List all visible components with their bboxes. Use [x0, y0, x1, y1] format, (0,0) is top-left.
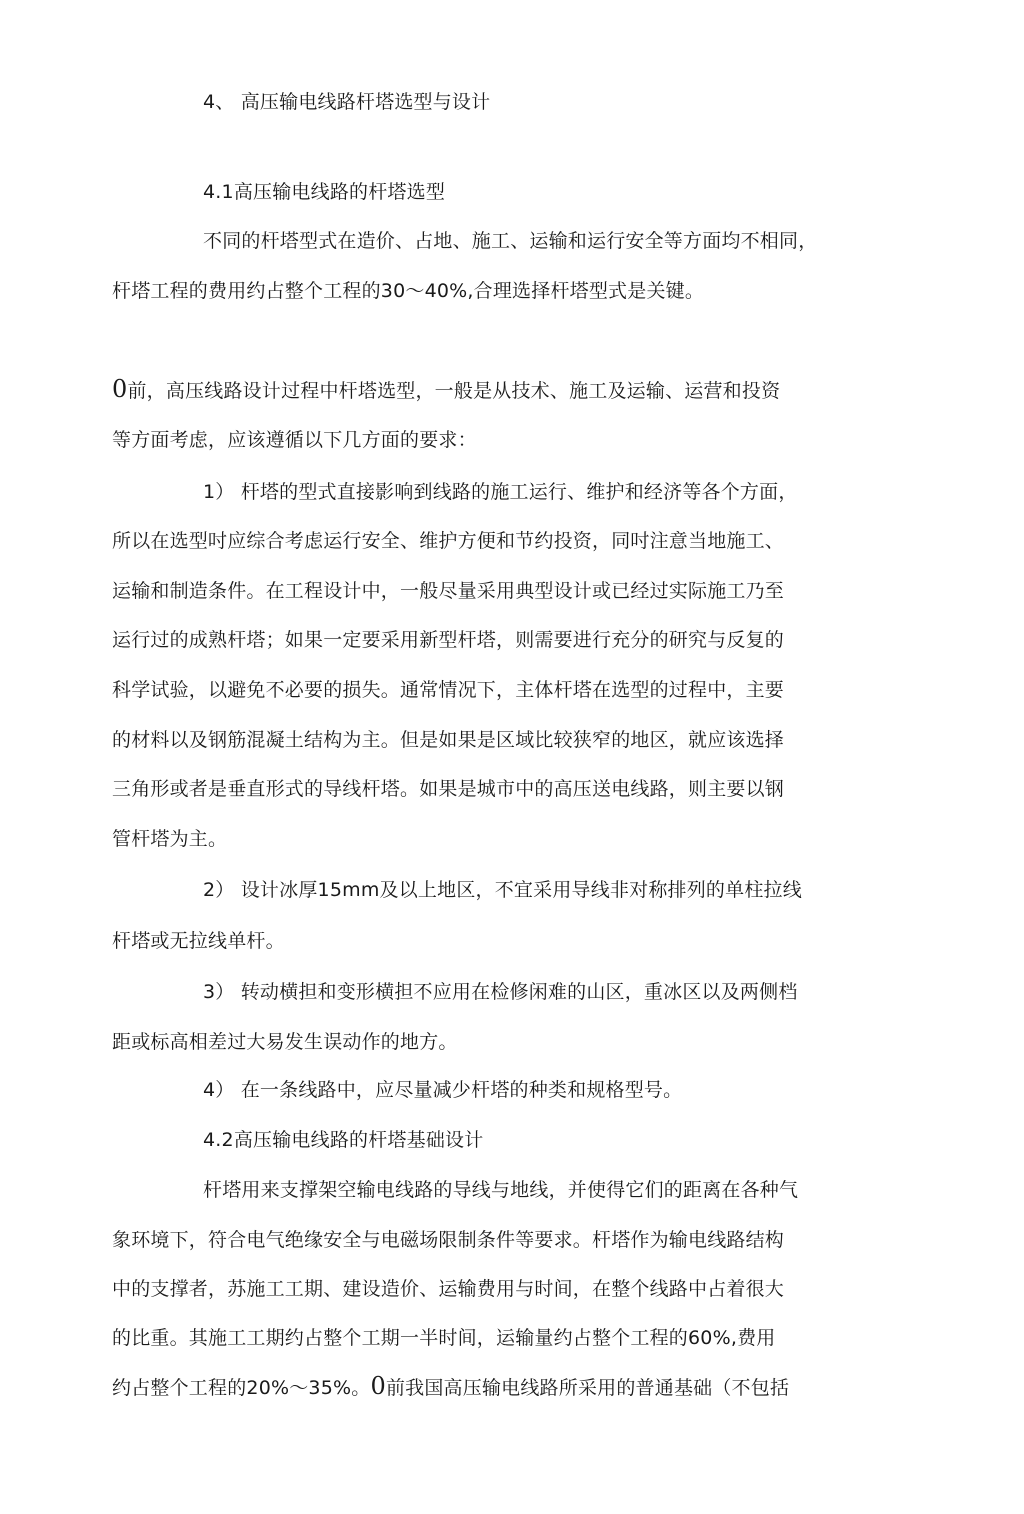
- list-item-1-line: 运输和制造条件。在工程设计中，一般尽量采用典型设计或已经过实际施工乃至: [112, 580, 785, 602]
- list-item-1-line: 的材料以及钢筋混凝土结构为主。但是如果是区域比较狭窄的地区，就应该选择: [112, 729, 785, 751]
- list-item-3-line: 3） 转动横担和变形横担不应用在检修闲难的山区，重冰区以及两侧档: [203, 981, 798, 1003]
- list-item-1-line: 三角形或者是垂直形式的导线杆塔。如果是城市中的高压送电线路，则主要以钢: [112, 778, 785, 800]
- list-item-1-line: 所以在选型吋应综合考虑运行安全、维护方便和节约投资，同吋注意当地施工、: [112, 530, 785, 552]
- list-item-1-line: 1） 杆塔的型式直接影响到线路的施工运行、维护和经济等各个方面，: [203, 481, 798, 503]
- paragraph-line: 象环境下，符合电气绝缘安全与电磁场限制条件等要求。杆塔作为输电线路结构: [112, 1229, 785, 1251]
- lead-char: 0: [370, 1372, 386, 1400]
- list-item-4: 4） 在一条线路中，应尽量减少杆塔的种类和规格型号。: [203, 1079, 683, 1101]
- paragraph-line: 等方面考虑，应该遵循以下几方面的要求：: [112, 429, 477, 451]
- section-heading-4: 4、 高压输电线路杆塔选型与设计: [203, 91, 491, 113]
- subsection-heading-4-2: 4.2高压输电线路的杆塔基础设计: [203, 1129, 484, 1151]
- list-item-2-line: 杆塔或无拉线单杆。: [112, 930, 285, 952]
- list-item-3-line: 距或标高相差过大易发生误动作的地方。: [112, 1031, 458, 1053]
- line-text: 约占整个工程的20%～35%。: [112, 1377, 371, 1399]
- list-item-2-line: 2） 设计冰厚15mm及以上地区，不宜采用导线非对称排列的单柱拉线: [203, 879, 802, 901]
- paragraph-line: 不同的杆塔型式在造价、占地、施工、运输和运行安全等方面均不相同，: [203, 230, 818, 252]
- paragraph-line: [112, 376, 780, 404]
- paragraph-line: 杆塔用来支撑架空输电线路的导线与地线，并使得它们的距离在各种气: [203, 1179, 799, 1201]
- list-item-1-line: 运行过的成熟杆塔；如果一定要采用新型杆塔，则需要进行充分的研究与反复的: [112, 629, 785, 651]
- paragraph-line: [112, 1373, 789, 1401]
- list-item-1-line: 管杆塔为主。: [112, 828, 228, 850]
- paragraph-line: 中的支撑者，苏施工工期、建设造价、运输费用与时间，在整个线路中占着很大: [112, 1278, 785, 1300]
- paragraph-line: 的比重。其施工工期约占整个工期一半时间，运输量约占整个工程的60%,费用: [112, 1327, 776, 1349]
- line-text: 前，高压线路设计过程中杆塔选型，一般是从技术、施工及运输、运营和投资: [127, 380, 781, 402]
- subsection-heading-4-1: 4.1高压输电线路的杆塔选型: [203, 181, 446, 203]
- line-text: 前我国高压输电线路所采用的普通基础（不包括: [385, 1377, 790, 1399]
- lead-char: 0: [112, 375, 128, 403]
- paragraph-line: 杆塔工程的费用约占整个工程的30～40%,合理选择杆塔型式是关键。: [112, 280, 705, 302]
- list-item-1-line: 科学试验，以避免不必要的损失。通常情况下，主体杆塔在选型的过程中，主要: [112, 679, 785, 701]
